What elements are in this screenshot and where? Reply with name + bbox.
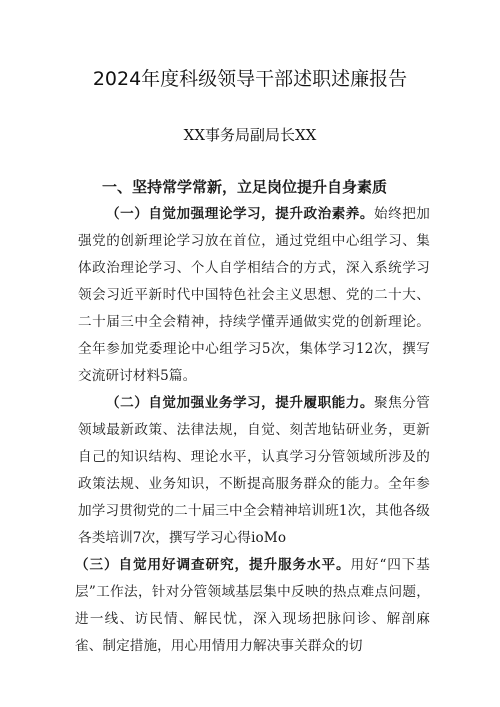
document-body — [75, 174, 430, 660]
document-title: 2024年度科级领导干部述职述廉报告 — [92, 68, 408, 90]
paragraph-lead: （三）自觉用好调查研究，提升服务水平。 — [75, 557, 351, 573]
paragraph-research — [75, 552, 430, 660]
paragraph-theory-study — [78, 201, 430, 390]
paragraph-text: 用好“四下基层”工作法，针对分管领域基层集中反映的热点难点问题，进一线、访民情、解民忧，深入现场把脉问诊、解剖麻雀、制定措施，用心用情用力解决事关群众的切 — [75, 557, 430, 654]
paragraph-lead: （二）自觉加强业务学习，提升履职能力。 — [106, 395, 374, 411]
paragraph-text: 始终把加强党的创新理论学习放在首位，通过党组中心组学习、集体政治理论学习、个人自学相结合的方式，深入系统学习领会习近平新时代中国特色社会主义思想、党的二十大、二十届三中全会精神，持续学懂弄通做实党的创新理论。全年参加党委理论中心组学习5次，集体学习12次，撰写交流研讨材料5篇。 — [78, 206, 430, 384]
paragraph-text: 聚焦分管领域最新政策、法律法规，自觉、刻苦地钻研业务，更新自己的知识结构、理论水平，认真学习分管领域所涉及的政策法规、业务知识，不断提高服务群众的能力。全年参加学习贯彻党的二十届三中全会精神培训班1次，其他各级各类培训7次，撰写学习心得ioMo — [78, 395, 430, 546]
section-heading: 一、坚持常学常新，立足岗位提升自身素质 — [102, 178, 388, 196]
paragraph-business-study — [78, 390, 430, 552]
paragraph-lead: （一）自觉加强理论学习，提升政治素养。 — [106, 206, 374, 222]
author-line: XX事务局副局长XX — [183, 126, 317, 144]
